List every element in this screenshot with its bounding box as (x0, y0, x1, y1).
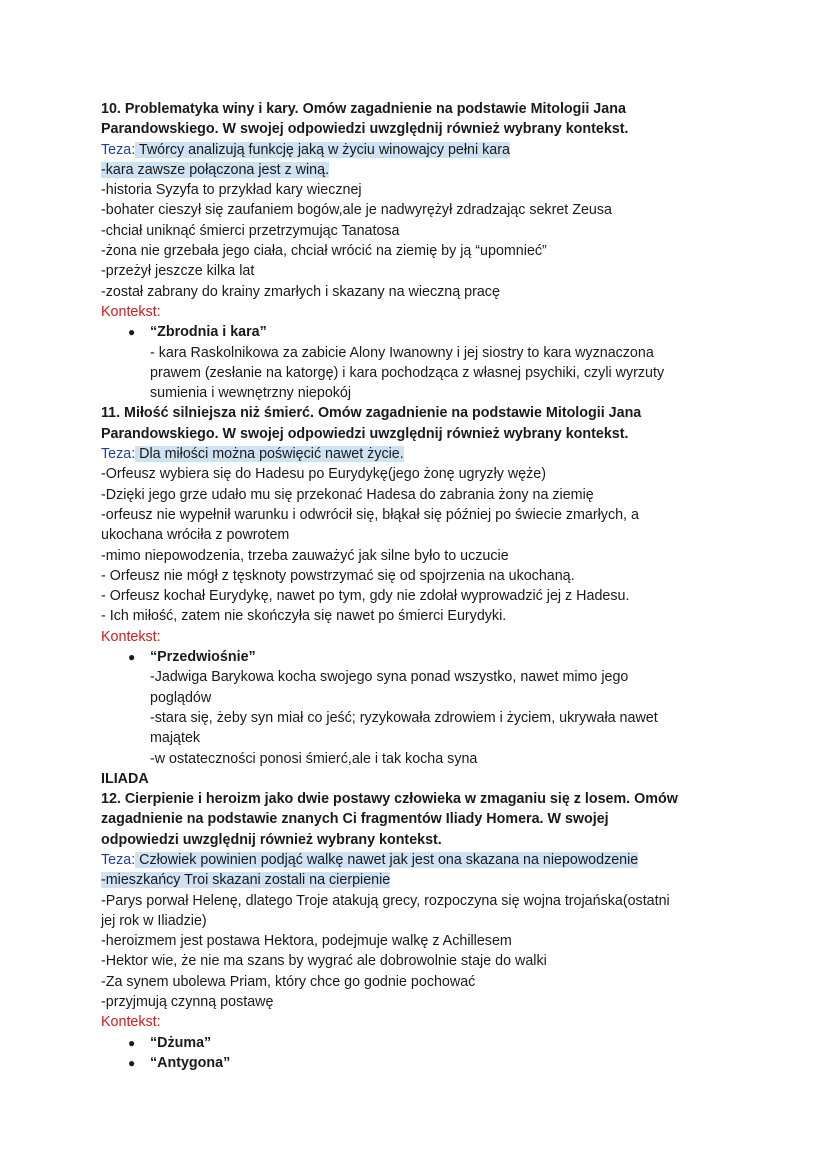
bullet-icon: ● (128, 650, 136, 665)
context-bullet (101, 322, 741, 342)
context-bullet (101, 647, 741, 667)
context-desc: - kara Raskolnikowa za zabicie Alony Iwanowny i jej siostry to kara wyznaczona (150, 344, 654, 361)
point: -został zabrany do krainy zmarłych i skazany na wieczną pracę (101, 283, 500, 300)
point: -Parys porwał Helenę, dlatego Troje atakują grecy, rozpoczyna się wojna trojańska(ostatni (101, 892, 670, 909)
highlighted-point (101, 160, 741, 180)
point: -heroizmem jest postawa Hektora, podejmuje walkę z Achillesem (101, 933, 512, 950)
bullet-title: “Dżuma” (150, 1034, 212, 1051)
bullet-title: “Zbrodnia i kara” (150, 324, 267, 341)
point: -Za synem ubolewa Priam, który chce go godnie pochować (101, 973, 476, 990)
teza-text: Człowiek powinien podjąć walkę nawet jak jest ona skazana na niepowodzenie (135, 851, 639, 868)
teza-text: Dla miłości można poświęcić nawet życie. (135, 446, 404, 463)
part-heading: ILIADA (101, 770, 149, 787)
teza-line (101, 444, 741, 464)
teza-label: Teza: (101, 141, 136, 158)
context-desc: -w ostateczności ponosi śmierć,ale i tak kocha syna (150, 750, 478, 767)
kontekst-label: Kontekst: (101, 1014, 161, 1031)
section-title: Parandowskiego. W swojej odpowiedzi uwzględnij również wybrany kontekst. (101, 121, 629, 138)
teza-line (101, 140, 741, 160)
point: -chciał uniknąć śmierci przetrzymując Tanatosa (101, 222, 400, 239)
context-desc: sumienia i wewnętrzny niepokój (150, 385, 352, 402)
document-content (101, 99, 741, 1073)
kontekst-label: Kontekst: (101, 303, 161, 320)
section-10 (101, 99, 741, 403)
teza-label: Teza: (101, 446, 136, 463)
teza-line (101, 850, 741, 870)
context-bullet (101, 1033, 741, 1053)
section-11 (101, 403, 741, 768)
highlighted-text: -mieszkańcy Troi skazani zostali na cierpienie (101, 872, 391, 889)
point: jej rok w Iliadzie) (101, 912, 207, 929)
bullet-icon: ● (128, 1035, 136, 1050)
point: - Orfeusz nie mógł z tęsknoty powstrzymać się od spojrzenia na ukochaną. (101, 567, 575, 584)
context-desc: -Jadwiga Barykowa kocha swojego syna ponad wszystko, nawet mimo jego (150, 669, 629, 686)
section-12 (101, 789, 741, 1073)
section-title: 12. Cierpienie i heroizm jako dwie postawy człowieka w zmaganiu się z losem. Omów (101, 791, 678, 808)
point: - Ich miłość, zatem nie skończyła się nawet po śmierci Eurydyki. (101, 608, 507, 625)
point: -Dzięki jego grze udało mu się przekonać Hadesa do zabrania żony na ziemię (101, 486, 594, 503)
point: -żona nie grzebała jego ciała, chciał wrócić na ziemię by ją “upomnieć” (101, 243, 547, 260)
context-desc: prawem (zesłanie na katorgę) i kara pochodząca z własnej psychiki, czyli wyrzuty (150, 364, 665, 381)
context-bullet (101, 1053, 741, 1073)
point: -Hektor wie, że nie ma szans by wygrać ale dobrowolnie staje do walki (101, 953, 547, 970)
point: -historia Syzyfa to przykład kary wiecznej (101, 182, 362, 199)
point: - Orfeusz kochał Eurydykę, nawet po tym, gdy nie zdołał wyprowadzić jej z Hadesu. (101, 588, 630, 605)
context-desc: majątek (150, 730, 201, 747)
bullet-icon: ● (128, 1055, 136, 1070)
section-title: odpowiedzi uwzględnij również wybrany kontekst. (101, 831, 442, 848)
bullet-title: “Przedwiośnie” (150, 649, 256, 666)
section-title: zagadnienie na podstawie znanych Ci fragmentów Iliady Homera. W swojej (101, 811, 609, 828)
highlighted-point (101, 870, 741, 890)
teza-text: Twórcy analizują funkcję jaką w życiu winowajcy pełni kara (135, 141, 510, 158)
bullet-title: “Antygona” (150, 1054, 231, 1071)
context-desc: poglądów (150, 689, 212, 706)
section-title: 10. Problematyka winy i kary. Omów zagadnienie na podstawie Mitologii Jana (101, 101, 626, 117)
bullet-icon: ● (128, 325, 136, 340)
point: -orfeusz nie wypełnił warunku i odwrócił się, błąkał się później po świecie zmarłych, a (101, 506, 639, 523)
point: -przeżył jeszcze kilka lat (101, 263, 255, 280)
teza-label: Teza: (101, 851, 136, 868)
point: -przyjmują czynną postawę (101, 994, 274, 1011)
context-desc: -stara się, żeby syn miał co jeść; ryzykowała zdrowiem i życiem, ukrywała nawet (150, 709, 658, 726)
point: -mimo niepowodzenia, trzeba zauważyć jak silne było to uczucie (101, 547, 509, 564)
section-title: Parandowskiego. W swojej odpowiedzi uwzględnij również wybrany kontekst. (101, 425, 629, 442)
point: ukochana wróciła z powrotem (101, 527, 290, 544)
point: -Orfeusz wybiera się do Hadesu po Eurydykę(jego żonę ugryzły węże) (101, 466, 546, 483)
highlighted-text: -kara zawsze połączona jest z winą. (101, 161, 330, 178)
section-title: 11. Miłość silniejsza niż śmierć. Omów zagadnienie na podstawie Mitologii Jana (101, 405, 642, 422)
point: -bohater cieszył się zaufaniem bogów,ale je nadwyrężył zdradzając sekret Zeusa (101, 202, 612, 219)
kontekst-label: Kontekst: (101, 628, 161, 645)
